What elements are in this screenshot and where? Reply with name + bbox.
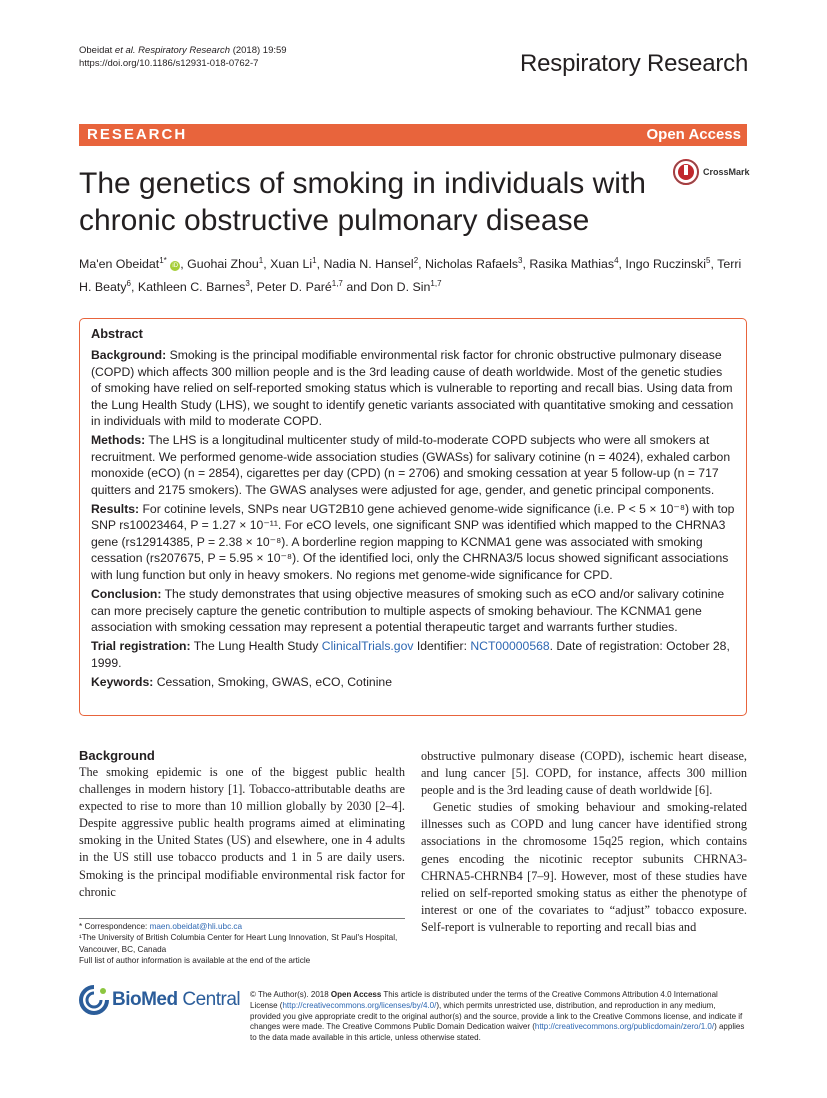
- citation-etal: et al.: [114, 45, 136, 56]
- abstract-trial-registration: Trial registration: The Lung Health Study ClinicalTrials.gov Identifier: NCT00000568. Date of registration: October 28, 1999.: [91, 639, 730, 670]
- abstract-heading: Abstract: [91, 326, 143, 341]
- author[interactable]: Kathleen C. Barnes$^3$: [137, 279, 250, 295]
- open-access-label: Open Access: [646, 126, 741, 143]
- article-type-banner: [79, 124, 747, 146]
- author[interactable]: Nadia N. Hansel$^2$: [323, 256, 419, 272]
- orcid-icon[interactable]: iD: [170, 261, 180, 271]
- author-list: Ma'en Obeidat$^{1*}$ iD , Guohai Zhou$^1$, Xuan Li$^1$, Nadia N. Hansel$^2$, Nicholas Rafaels$^3$, Rasika Mathias$^4$, Ingo Ruczinski$^5$, Terri H. Beaty$^6$, Kathleen C. Barnes$^3$, Peter D. Paré$^{1,7}$ and Don D. Sin$^{1,7}$: [79, 256, 742, 295]
- author[interactable]: Guohai Zhou$^1$: [187, 256, 264, 272]
- correspondence: * Correspondence: maen.obeidat@hli.ubc.ca: [79, 922, 243, 931]
- nct-link[interactable]: NCT00000568: [470, 639, 550, 654]
- author[interactable]: Don D. Sin$^{1,7}$: [370, 279, 442, 295]
- clinicaltrials-link[interactable]: ClinicalTrials.gov: [321, 639, 414, 654]
- license-link[interactable]: http://creativecommons.org/licenses/by/4.0/: [282, 1000, 437, 1010]
- author[interactable]: Ma'en Obeidat$^{1*}$: [79, 256, 167, 272]
- footnotes: [79, 918, 405, 967]
- body-paragraph: obstructive pulmonary disease (COPD), ischemic heart disease, and lung cancer [5]. COPD, for instance, affects 300 million people and is the 3rd leading cause of death worldwide [6].: [421, 749, 747, 798]
- citation-authors: Obeidat: [79, 45, 113, 56]
- publisher-logo[interactable]: [79, 985, 240, 1015]
- author[interactable]: Xuan Li$^1$: [270, 256, 317, 272]
- author-info-note: Full list of author information is available at the end of the article: [79, 956, 311, 966]
- affiliation: ¹The University of British Columbia Center for Heart Lung Innovation, St Paul's Hospital, Vancouver, BC, Canada: [79, 933, 398, 954]
- abstract-conclusion: Conclusion: The study demonstrates that using objective measures of smoking such as eCO and/or salivary cotinine can more precisely capture the genetic contribution to multiple aspects of smoking behaviour. The KCNMA1 gene association with smoking cessation may represent a potential therapeutic target and warrants further studies.: [91, 587, 725, 634]
- body-column-left: [79, 748, 405, 901]
- crossmark-label: CrossMark: [703, 167, 750, 177]
- author[interactable]: Peter D. Paré$^{1,7}$: [256, 279, 343, 295]
- author-conjunction: and: [346, 280, 368, 295]
- citation-header: [79, 44, 287, 70]
- journal-title: Respiratory Research: [520, 50, 749, 77]
- author[interactable]: Nicholas Rafaels$^3$: [425, 256, 523, 272]
- author[interactable]: Rasika Mathias$^4$: [529, 256, 619, 272]
- public-domain-link[interactable]: http://creativecommons.org/publicdomain/zero/1.0/: [534, 1022, 715, 1032]
- abstract-background: Background: Smoking is the principal modifiable environmental risk factor for chronic obstructive pulmonary disease (COPD) which affects 300 million people and is the 3rd leading cause of death worldwide. Most of the genetic studies of smoking have relied on self-reported smoking status which is vulnerable to reporting and recall bias. Using data from the Lung Health Study (LHS), we sought to identify genetic variants associated with quantitative smoking and cessation in individuals with mild to moderate COPD.: [91, 348, 734, 429]
- article-type-label: RESEARCH: [87, 126, 188, 143]
- publisher-name: BioMed Central: [112, 989, 241, 1010]
- crossmark-button[interactable]: [673, 159, 750, 185]
- abstract-methods: Methods: The LHS is a longitudinal multicenter study of mild-to-moderate COPD subjects who were all smokers at recruitment. We performed genome-wide association studies (GWASs) for salivary cotinine (n = 4024), exhaled carbon monoxide (eCO) (n = 2854), cigarettes per day (CPD) (n = 2706) and smoking cessation at year 5 follow-up (n = 717 quitters and 2175 smokers). The GWAS analyses were adjusted for age, gender, and genetic principal components.: [91, 433, 731, 497]
- citation-line: [79, 44, 287, 57]
- citation-journal: Respiratory Research: [138, 45, 231, 56]
- license-statement: © The Author(s). 2018 Open Access This article is distributed under the terms of the Creative Commons Attribution 4.0 International License (http://creativecommons.org/licenses/by/4.0/), which permits unrestricted use, distribution, and reproduction in any medium, provided you give appropriate credit to the original author(s) and the source, provide a link to the Creative Commons license, and indicate if changes were made. The Creative Commons Public Domain Dedication waiver (http://creativecommons.org/publicdomain/zero/1.0/) applies to the data made available in this article, unless otherwise stated.: [250, 990, 745, 1043]
- section-heading-background: Background: [79, 748, 155, 763]
- body-paragraph: Genetic studies of smoking behaviour and smoking-related illnesses such as COPD and lung cancer have identified strong associations in the chromosome 15q25 region, which contains genes encoding the nicotinic receptor subunits CHRNA3-CHRNA5-CHRNB4 [7–9]. However, most of these studies have relied on self-reported smoking status as either the phenotype of interest or one of the covariates to “adjust” tobacco exposure. Self-report is vulnerable to reporting and recall bias and: [421, 800, 747, 934]
- author[interactable]: Ingo Ruczinski$^5$: [625, 256, 711, 272]
- biomed-central-icon: [79, 985, 109, 1015]
- doi-link[interactable]: https://doi.org/10.1186/s12931-018-0762-7: [79, 58, 259, 69]
- correspondence-email-link[interactable]: maen.obeidat@hli.ubc.ca: [149, 922, 243, 931]
- citation-year: (2018) 19:59: [232, 45, 287, 56]
- abstract-keywords: Keywords: Cessation, Smoking, GWAS, eCO, Cotinine: [91, 675, 392, 690]
- body-column-right: [421, 748, 747, 936]
- abstract-box: [79, 318, 747, 716]
- crossmark-icon: [673, 159, 699, 185]
- abstract-results: Results: For cotinine levels, SNPs near UGT2B10 gene achieved genome-wide significance (i.e. P < 5 × 10⁻⁸) with top SNP rs10023464, P = 1.27 × 10⁻¹¹. For eCO levels, one significant SNP was identified which mapped to the CHRNA3 gene (rs12914385, P = 2.38 × 10⁻⁸). A borderline region mapping to KCNMA1 gene was associated with smoking cessation (rs207675, P = 5.95 × 10⁻⁸). Of the identified loci, only the CHRNA3/5 locus showed significant associations with lung function but only in heavy smokers. No regions met genome-wide significance for CPD.: [91, 502, 735, 582]
- body-paragraph: The smoking epidemic is one of the biggest public health challenges in modern history [1]. Tobacco-attributable deaths are expected to rise to more than 10 million globally by 2030 [2–4]. Despite aggressive public health programs aimed at eliminating smoking in the United States (US) and elsewhere, one in 4 adults in the US still use tobacco products and 1 in 5 are daily users. Smoking is the principal modifiable environmental risk factor for chronic: [79, 765, 405, 899]
- article-title: The genetics of smoking in individuals with chronic obstructive pulmonary disease: [79, 167, 646, 237]
- author[interactable]: Terri H. Beaty$^6$: [79, 257, 742, 295]
